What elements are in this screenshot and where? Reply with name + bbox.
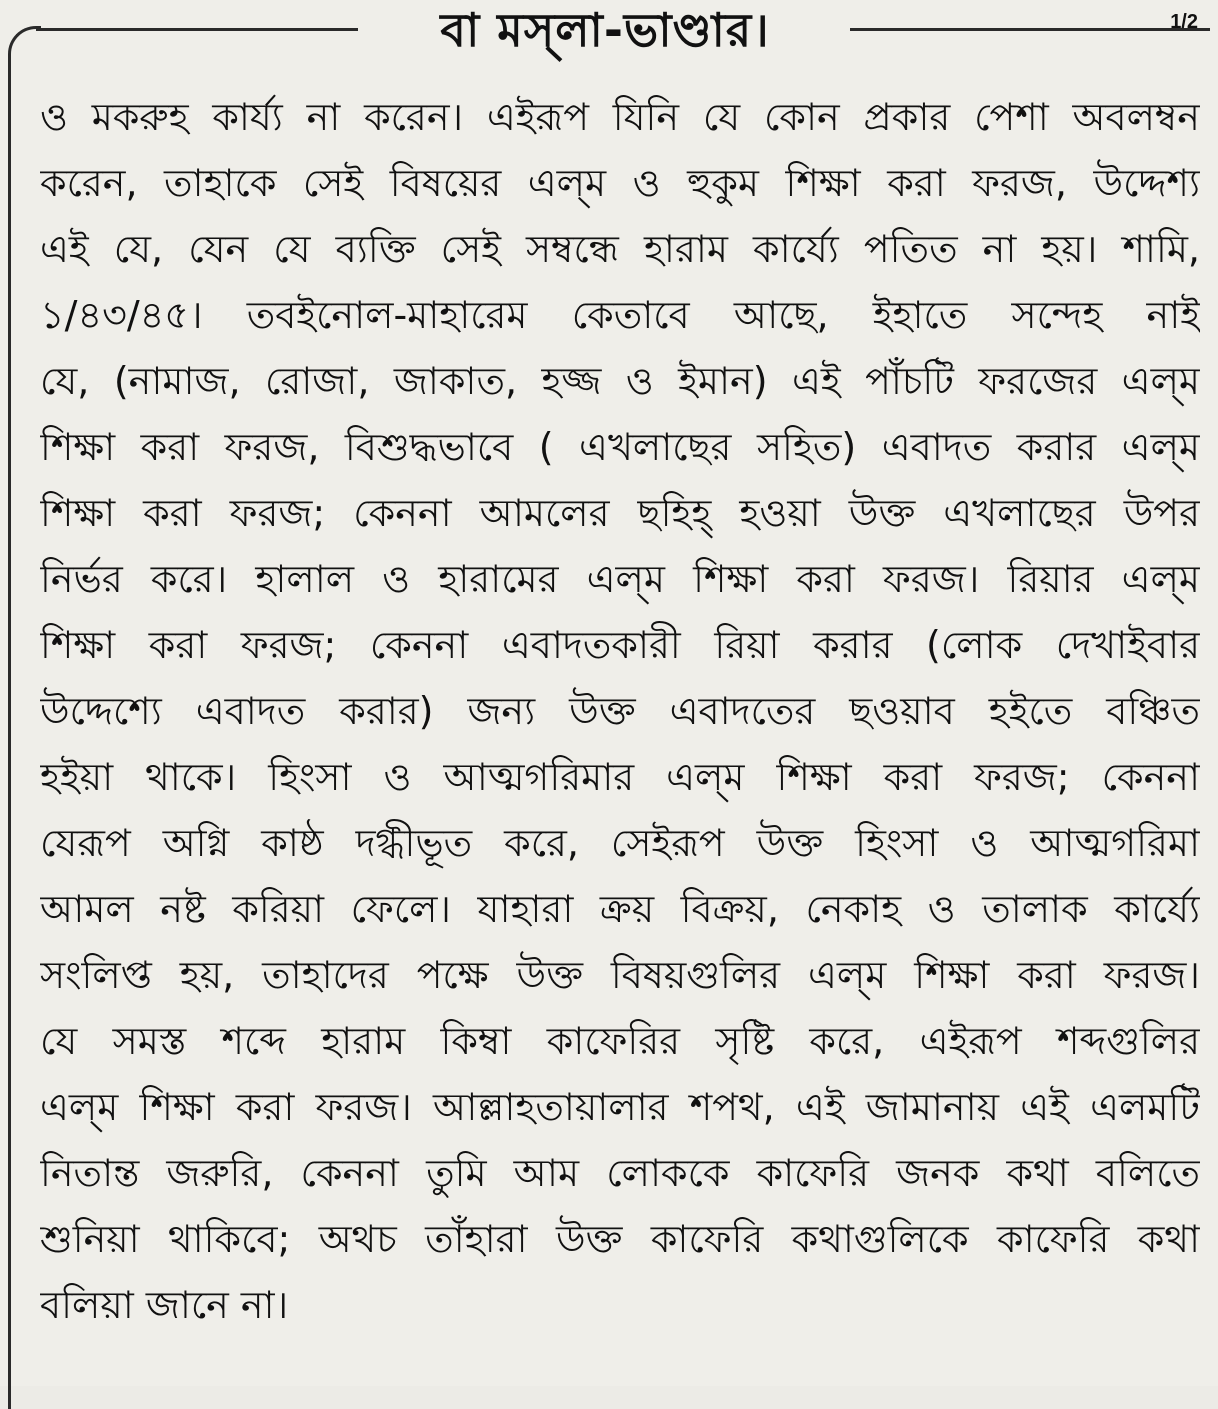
text-line: শিক্ষা করা ফরজ, বিশুদ্ধভাবে ( এখলাছের সহিত) এবাদত করার এল্‌ম bbox=[40, 425, 1200, 469]
page-border bbox=[8, 26, 41, 1409]
header-rule-left bbox=[36, 28, 358, 31]
text-line: উদ্দেশ্যে এবাদত করার) জন্য উক্ত এবাদতের ছওয়াব হইতে বঞ্চিত bbox=[40, 689, 1200, 733]
text-line: ও মকরুহ কার্য্য না করেন। এইরূপ যিনি যে কোন প্রকার পেশা অবলম্বন bbox=[40, 95, 1200, 139]
text-line: বলিয়া জানে না। bbox=[40, 1283, 289, 1327]
text-line: এল্‌ম শিক্ষা করা ফরজ। আল্লাহতায়ালার শপথ, এই জামানায় এই এলমটি bbox=[40, 1085, 1200, 1129]
text-line: শিক্ষা করা ফরজ; কেননা আমলের ছহিহ্‌ হওয়া উক্ত এখলাছের উপর bbox=[40, 491, 1200, 535]
text-line: ১/৪৩/৪৫। তবইনোল-মাহারেম কেতাবে আছে, ইহাতে সন্দেহ নাই bbox=[40, 293, 1200, 337]
text-line: নিতান্ত জরুরি, কেননা তুমি আম লোককে কাফেরি জনক কথা বলিতে bbox=[40, 1151, 1200, 1195]
text-line: করেন, তাহাকে সেই বিষয়ের এল্‌ম ও হুকুম শিক্ষা করা ফরজ, উদ্দেশ্য bbox=[40, 161, 1200, 205]
text-line: আমল নষ্ট করিয়া ফেলে। যাহারা ক্রয় বিক্রয়, নেকাহ ও তালাক কার্য্যে bbox=[40, 887, 1200, 931]
text-line: সংলিপ্ত হয়, তাহাদের পক্ষে উক্ত বিষয়গুলির এল্‌ম শিক্ষা করা ফরজ। bbox=[40, 953, 1200, 997]
text-line: যেরূপ অগ্নি কাষ্ঠ দগ্ধীভূত করে, সেইরূপ উক্ত হিংসা ও আত্মগরিমা bbox=[40, 821, 1200, 865]
text-line: নির্ভর করে। হালাল ও হারামের এল্‌ম শিক্ষা করা ফরজ। রিয়ার এল্‌ম bbox=[40, 557, 1200, 601]
page-title: বা মস্‌লা-ভাণ্ডার। bbox=[440, 3, 770, 57]
text-line: যে সমস্ত শব্দে হারাম কিম্বা কাফেরির সৃষ্টি করে, এইরূপ শব্দগুলির bbox=[40, 1019, 1200, 1063]
header-rule-right bbox=[850, 28, 1210, 31]
text-line: এই যে, যেন যে ব্যক্তি সেই সম্বন্ধে হারাম কার্য্যে পতিত না হয়। শামি, bbox=[40, 227, 1200, 271]
body-text bbox=[40, 84, 1200, 1338]
text-line: যে, (নামাজ, রোজা, জাকাত, হজ্জ ও ইমান) এই পাঁচটি ফরজের এল্‌ম bbox=[40, 359, 1200, 403]
text-line: শুনিয়া থাকিবে; অথচ তাঁহারা উক্ত কাফেরি কথাগুলিকে কাফেরি কথা bbox=[40, 1217, 1200, 1261]
page-number: 1/2 bbox=[1170, 11, 1198, 33]
text-line: হইয়া থাকে। হিংসা ও আত্মগরিমার এল্‌ম শিক্ষা করা ফরজ; কেননা bbox=[40, 755, 1200, 799]
text-line: শিক্ষা করা ফরজ; কেননা এবাদতকারী রিয়া করার (লোক দেখাইবার bbox=[40, 623, 1200, 667]
